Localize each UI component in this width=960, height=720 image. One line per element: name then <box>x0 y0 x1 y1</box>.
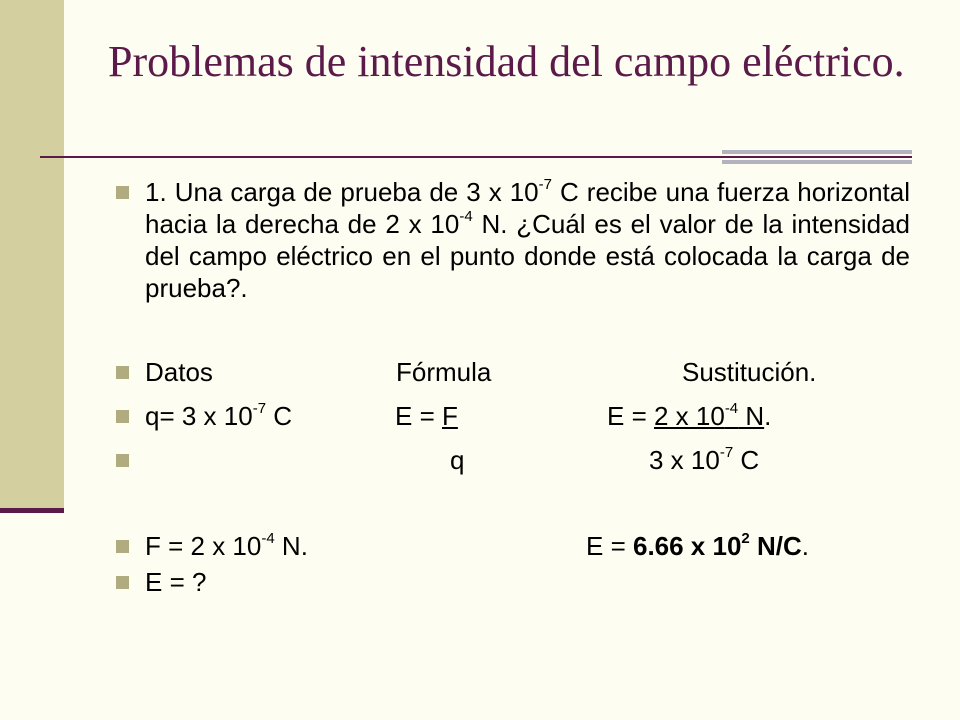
denominator-unit: C <box>733 445 760 475</box>
substitution-denominator <box>649 444 759 476</box>
data-force <box>145 530 308 562</box>
formula-numerator <box>395 400 458 432</box>
header-formula: Fórmula <box>396 357 492 387</box>
result-lhs: E = <box>586 531 633 561</box>
result-unit: N/C <box>749 531 802 561</box>
bullet-marker <box>116 576 129 589</box>
bullet-marker <box>116 410 129 423</box>
result <box>586 530 809 562</box>
accent-bar-bottom <box>722 160 912 164</box>
unknown-field: E = ? <box>145 567 207 597</box>
substitution-lhs: E = <box>607 401 654 431</box>
bullet-marker <box>116 540 129 553</box>
charge-unit: C <box>266 401 293 431</box>
substitution-force <box>654 401 764 431</box>
accent-bar-top <box>722 150 912 154</box>
formula-force: F <box>441 401 458 431</box>
denominator-base: 3 x 10 <box>649 445 720 475</box>
charge-exponent: -7 <box>252 400 267 418</box>
substitution-numerator <box>607 400 771 432</box>
problem-statement <box>145 176 910 304</box>
result-base: 6.66 x 10 <box>632 531 742 561</box>
charge-base: q= 3 x 10 <box>145 401 253 431</box>
formula-denominator: q <box>450 445 465 475</box>
force-base: F = 2 x 10 <box>145 531 262 561</box>
problem-text-3: N. ¿Cuál es el valor de la intensidad del campo eléctrico en el punto donde está colocada la carga de prueba?. <box>145 209 910 303</box>
title-divider <box>40 156 912 158</box>
header-sustitucion: Sustitución. <box>682 357 817 387</box>
result-value <box>633 531 802 561</box>
header-datos: Datos <box>145 357 213 387</box>
left-decorative-band <box>0 0 64 510</box>
result-period: . <box>801 531 809 561</box>
substitution-force-unit: N <box>738 401 765 431</box>
denominator-exponent: -7 <box>719 444 734 462</box>
bullet-marker <box>116 366 129 379</box>
left-band-underline <box>0 508 64 513</box>
data-charge <box>145 400 292 432</box>
bullet-marker <box>116 454 129 467</box>
slide-title: Problemas de intensidad del campo eléctrico. <box>108 37 905 86</box>
force-unit: N. <box>274 531 308 561</box>
problem-exponent-2: -4 <box>459 208 473 226</box>
problem-exponent-1: -7 <box>538 176 552 194</box>
formula-lhs: E = <box>395 401 442 431</box>
bullet-marker <box>116 186 129 199</box>
substitution-force-exponent: -4 <box>724 400 739 418</box>
substitution-force-base: 2 x 10 <box>653 401 725 431</box>
problem-text-1: 1. Una carga de prueba de 3 x 10 <box>145 177 539 207</box>
substitution-period: . <box>764 401 772 431</box>
result-exponent: 2 <box>741 530 750 548</box>
force-exponent: -4 <box>261 530 275 548</box>
problem-text-2: C recibe una fuerza horizontal hacia la derecha de 2 x 10 <box>145 177 910 239</box>
